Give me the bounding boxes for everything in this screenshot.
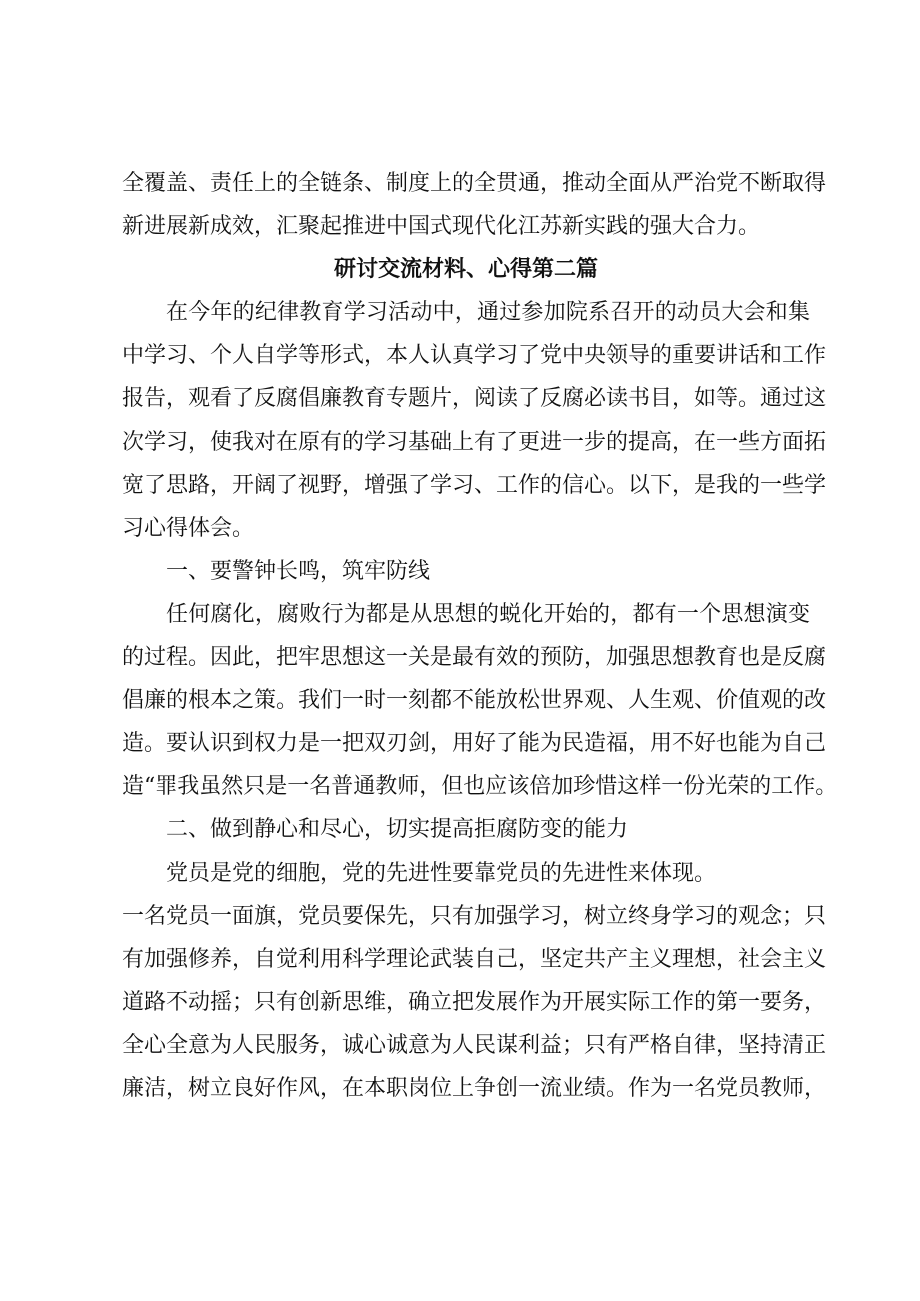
text-line: 习心得体会。	[122, 515, 255, 541]
section-heading: 二、做到静心和尽心，切实提高拒腐防变的能力	[166, 817, 629, 843]
paragraph-banner	[122, 895, 827, 1110]
heading-one	[122, 550, 810, 593]
text-line: 中学习、个人自学等形式，本人认真学习了党中央领导的重要讲话和工作	[122, 343, 827, 369]
section-heading: 一、要警钟长鸣，筑牢防线	[166, 558, 431, 584]
text-line: 党员是党的细胞，党的先进性要靠党员的先进性来体现。	[166, 860, 717, 886]
text-line: 造“罪我虽然只是一名普通教师，但也应该倍加珍惜这样一份光荣的工作。	[122, 774, 838, 800]
text-line: 的过程。因此，把牢思想这一关是最有效的预防，加强思想教育也是反腐	[122, 645, 827, 671]
text-line: 造。要认识到权力是一把双刃剑，用好了能为民造福，用不好也能为自己	[122, 731, 827, 757]
text-line: 一名党员一面旗，党员要保先，只有加强学习，树立终身学习的观念；只	[122, 903, 827, 929]
text-line: 有加强修养，自觉利用科学理论武装自己，坚定共产主义理想，社会主义	[122, 946, 827, 972]
text-line: 报告，观看了反腐倡廉教育专题片，阅读了反腐必读书目，如等。通过这	[122, 386, 827, 412]
text-line: 次学习，使我对在原有的学习基础上有了更进一步的提高，在一些方面拓	[122, 429, 827, 455]
text-line: 任何腐化，腐败行为都是从思想的蜕化开始的，都有一个思想演变	[166, 601, 810, 627]
text-line: 全覆盖、责任上的全链条、制度上的全贯通，推动全面从严治党不断取得	[122, 171, 827, 196]
text-line: 在今年的纪律教育学习活动中，通过参加院系召开的动员大会和集	[166, 300, 810, 326]
document-title: 研讨交流材料、心得第二篇	[333, 256, 598, 283]
paragraph-party-member	[122, 852, 810, 895]
text-line: 廉洁，树立良好作风，在本职岗位上争创一流业绩。作为一名党员教师，	[122, 1075, 827, 1101]
paragraph-corruption	[122, 593, 838, 808]
section-title	[122, 248, 810, 291]
paragraph-intro	[122, 291, 827, 550]
text-line: 倡廉的根本之策。我们一时一刻都不能放松世界观、人生观、价值观的改	[122, 688, 827, 714]
text-line: 宽了思路，开阔了视野，增强了学习、工作的信心。以下，是我的一些学	[122, 472, 827, 498]
document-body	[122, 162, 838, 1110]
text-line: 道路不动摇；只有创新思维，确立把发展作为开展实际工作的第一要务，	[122, 989, 827, 1015]
heading-two	[122, 808, 810, 851]
text-line: 新进展新成效，汇聚起推进中国式现代化江苏新实践的强大合力。	[122, 214, 761, 240]
paragraph-continuation	[122, 162, 827, 248]
text-line: 全心全意为人民服务，诚心诚意为人民谋利益；只有严格自律，坚持清正	[122, 1032, 827, 1058]
